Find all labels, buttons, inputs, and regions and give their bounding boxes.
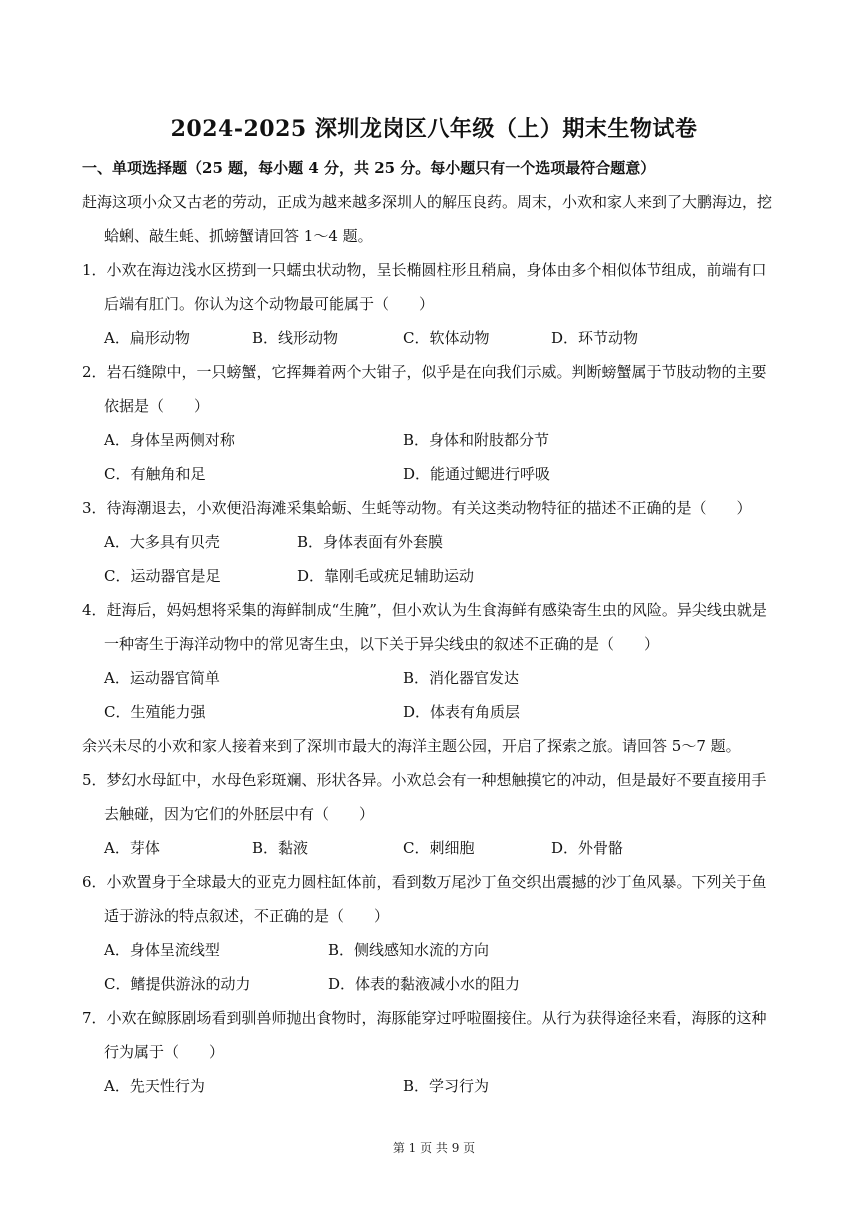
question-5-stem: 5．梦幻水母缸中，水母色彩斑斓、形状各异。小欢总会有一种想触摸它的冲动，但是最好不要直接用手 — [82, 771, 767, 789]
q5-option-d: D．外骨骼 — [551, 839, 624, 857]
page-number: 第 1 页 共 9 页 — [392, 1141, 476, 1155]
q3-option-c: C．运动器官是足 — [104, 567, 221, 585]
q5-option-b: B．黏液 — [252, 839, 309, 857]
question-5-stem: 去触碰，因为它们的外胚层中有（ ） — [104, 805, 375, 823]
q7-option-b: B．学习行为 — [403, 1077, 490, 1095]
q6-option-c: C．鳍提供游泳的动力 — [104, 975, 251, 993]
question-4-stem: 4．赶海后，妈妈想将采集的海鲜制成“生腌”，但小欢认为生食海鲜有感染寄生虫的风险。异尖线虫就是 — [82, 601, 767, 619]
question-7-stem: 7．小欢在鲸豚剧场看到驯兽师抛出食物时，海豚能穿过呼啦圈接住。从行为获得途径来看，海豚的这种 — [82, 1009, 767, 1027]
intro-line: 赶海这项小众又古老的劳动，正成为越来越多深圳人的解压良药。周末，小欢和家人来到了大鹏海边，挖 — [82, 193, 773, 211]
q1-option-c: C．软体动物 — [403, 329, 490, 347]
question-1-stem: 后端有肛门。你认为这个动物最可能属于（ ） — [104, 295, 435, 313]
q3-option-b: B．身体表面有外套膜 — [297, 533, 444, 551]
q2-option-a: A．身体呈两侧对称 — [104, 431, 235, 449]
q1-option-b: B．线形动物 — [252, 329, 339, 347]
q6-option-d: D．体表的黏液减小水的阻力 — [328, 975, 521, 993]
q3-option-d: D．靠刚毛或疣足辅助运动 — [297, 567, 475, 585]
q3-option-a: A．大多具有贝壳 — [104, 533, 220, 551]
intro-line: 余兴未尽的小欢和家人接着来到了深圳市最大的海洋主题公园，开启了探索之旅。请回答 5～7 题。 — [82, 737, 741, 755]
q2-option-d: D．能通过鳃进行呼吸 — [403, 465, 551, 483]
page-title: 2024-2025 深圳龙岗区八年级（上）期末生物试卷 — [170, 116, 698, 142]
q7-option-a: A．先天性行为 — [104, 1077, 205, 1095]
question-6-stem: 6．小欢置身于全球最大的亚克力圆柱缸体前，看到数万尾沙丁鱼交织出震撼的沙丁鱼风暴。下列关于鱼 — [82, 873, 767, 891]
question-4-stem: 一种寄生于海洋动物中的常见寄生虫，以下关于异尖线虫的叙述不正确的是（ ） — [104, 635, 660, 653]
question-2-stem: 2．岩石缝隙中，一只螃蟹，它挥舞着两个大钳子，似乎是在向我们示威。判断螃蟹属于节肢动物的主要 — [82, 363, 767, 381]
q5-option-c: C．刺细胞 — [403, 839, 475, 857]
q6-option-b: B．侧线感知水流的方向 — [328, 941, 490, 959]
question-1-stem: 1．小欢在海边浅水区捞到一只蠕虫状动物，呈长椭圆柱形且稍扁，身体由多个相似体节组成，前端有口 — [82, 261, 767, 279]
q4-option-b: B．消化器官发达 — [403, 669, 520, 687]
q6-option-a: A．身体呈流线型 — [104, 941, 220, 959]
q1-option-d: D．环节动物 — [551, 329, 639, 347]
question-3-stem: 3．待海潮退去，小欢便沿海滩采集蛤蛎、生蚝等动物。有关这类动物特征的描述不正确的是（ ） — [82, 499, 752, 517]
q5-option-a: A．芽体 — [104, 839, 160, 857]
q4-option-d: D．体表有角质层 — [403, 703, 521, 721]
q1-option-a: A．扁形动物 — [104, 329, 190, 347]
q4-option-a: A．运动器官简单 — [104, 669, 220, 687]
section-heading: 一、单项选择题（25 题，每小题 4 分，共 25 分。每小题只有一个选项最符合题意） — [82, 159, 656, 177]
q4-option-c: C．生殖能力强 — [104, 703, 206, 721]
question-7-stem: 行为属于（ ） — [104, 1043, 225, 1061]
intro-line: 蛤蜊、敲生蚝、抓螃蟹请回答 1～4 题。 — [104, 227, 373, 245]
question-6-stem: 适于游泳的特点叙述，不正确的是（ ） — [104, 907, 390, 925]
q2-option-b: B．身体和附肢都分节 — [403, 431, 550, 449]
question-2-stem: 依据是（ ） — [104, 397, 210, 415]
q2-option-c: C．有触角和足 — [104, 465, 206, 483]
